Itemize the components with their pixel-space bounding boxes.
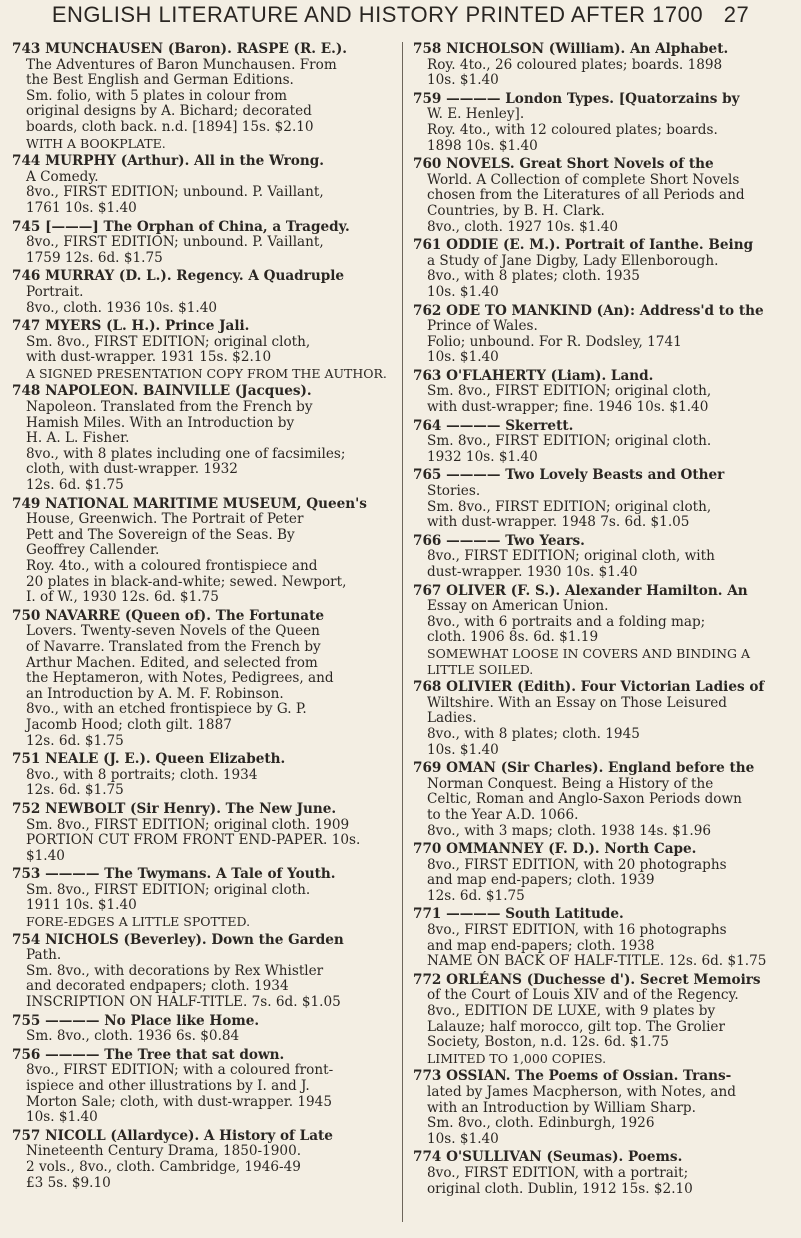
entry-line: 1759 12s. 6d. $1.75	[26, 249, 163, 266]
entry-line: original cloth. Dublin, 1912 15s. $2.10	[427, 1180, 693, 1197]
entry-line: Countries, by B. H. Clark.	[427, 202, 605, 219]
entry-line: £3 5s. $9.10	[26, 1174, 111, 1191]
entry-heading: 763 O'FLAHERTY (Liam). Land.	[413, 367, 654, 384]
entry-line: 10s. $1.40	[427, 349, 499, 366]
entry-heading: 772 ORLÉANS (Duchesse d'). Secret Memoirs	[413, 971, 761, 988]
entry-line: original designs by A. Bichard; decorated	[26, 103, 312, 120]
entry-line: 20 plates in black-and-white; sewed. Newport,	[26, 573, 347, 590]
entry-heading: 767 OLIVER (F. S.). Alexander Hamilton. An	[413, 582, 748, 599]
catalogue-entry	[413, 1150, 788, 1197]
entry-line: 12s. 6d. $1.75	[26, 782, 124, 799]
entry-line: Hamish Miles. With an Introduction by	[26, 414, 295, 431]
catalogue-entry	[12, 752, 387, 799]
entry-line: World. A Collection of complete Short Novels	[427, 171, 740, 188]
entry-line: 1932 10s. $1.40	[427, 448, 538, 465]
entry-line: ispiece and other illustrations by I. and J.	[26, 1078, 310, 1094]
entry-line: Sm. 8vo., cloth. Edinburgh, 1926	[427, 1115, 655, 1132]
catalogue-entry	[12, 609, 387, 749]
entry-line: Sm. 8vo., FIRST EDITION; original cloth.	[26, 881, 311, 898]
catalogue-entry	[413, 304, 788, 366]
entry-line: a Study of Jane Digby, Lady Ellenborough.	[427, 252, 719, 269]
catalogue-entry	[413, 238, 788, 300]
entry-line: 8vo., cloth. 1927 10s. $1.40	[427, 218, 618, 235]
entry-line: Wiltshire. With an Essay on Those Leisured	[427, 694, 727, 711]
entry-line: 2 vols., 8vo., cloth. Cambridge, 1946-49	[26, 1158, 301, 1175]
catalogue-entry	[413, 907, 788, 969]
catalogue-entry	[12, 319, 387, 381]
catalogue-entry	[12, 802, 387, 864]
catalogue-entry	[12, 1129, 387, 1191]
catalogue-entry	[12, 867, 387, 929]
entry-line: Nineteenth Century Drama, 1850-1900.	[26, 1143, 302, 1160]
entry-line: 8vo., with 8 plates; cloth. 1935	[427, 268, 640, 285]
entry-line: Arthur Machen. Edited, and selected from	[26, 654, 318, 671]
entry-line: Pett and The Sovereign of the Seas. By	[26, 526, 295, 543]
entry-heading: 743 MUNCHAUSEN (Baron). RASPE (R. E.).	[12, 41, 348, 57]
entry-line: 8vo., cloth. 1936 10s. $1.40	[26, 299, 217, 316]
entry-heading: 761 ODDIE (E. M.). Portrait of Ianthe. Being	[413, 237, 754, 254]
entry-heading: 766 ———— Two Years.	[413, 532, 585, 549]
entry-line: INSCRIPTION ON HALF-TITLE. 7s. 6d. $1.05	[26, 994, 341, 1011]
entry-line: and map end-papers; cloth. 1938	[427, 937, 655, 954]
entry-heading: 770 OMMANNEY (F. D.). North Cape.	[413, 841, 697, 858]
entry-heading: 758 NICHOLSON (William). An Alphabet.	[413, 41, 729, 57]
running-title: ENGLISH LITERATURE AND HISTORY PRINTED AFTER 1700	[51, 2, 704, 27]
catalogue-entry	[413, 157, 788, 235]
entry-line: W. E. Henley].	[427, 106, 525, 123]
entry-line: 1911 10s. $1.40	[26, 897, 137, 914]
entry-line: 8vo., EDITION DE LUXE, with 9 plates by	[427, 1003, 716, 1020]
entry-heading: 756 ———— The Tree that sat down.	[12, 1046, 285, 1063]
entry-line: Sm. folio, with 5 plates in colour from	[26, 87, 287, 104]
entry-heading: 759 ———— London Types. [Quatorzains by	[413, 90, 740, 107]
entry-line: Norman Conquest. Being a History of the	[427, 775, 714, 792]
entry-line: Lovers. Twenty-seven Novels of the Queen	[26, 623, 320, 640]
entry-line: A Comedy.	[26, 168, 99, 185]
entry-heading: 748 NAPOLEON. BAINVILLE (Jacques).	[12, 383, 312, 400]
entry-line: Sm. 8vo., FIRST EDITION; original cloth,	[427, 383, 712, 400]
entry-line: 10s. $1.40	[26, 1109, 98, 1126]
entry-line: Essay on American Union.	[427, 598, 609, 615]
entry-heading: 751 NEALE (J. E.). Queen Elizabeth.	[12, 751, 286, 768]
entry-heading: 749 NATIONAL MARITIME MUSEUM, Queen's	[12, 495, 367, 512]
entry-line: 10s. $1.40	[427, 1130, 499, 1147]
entry-line: 8vo., FIRST EDITION; original cloth, with	[427, 548, 715, 565]
catalogue-entry	[413, 1069, 788, 1147]
entry-line: dust-wrapper. 1930 10s. $1.40	[427, 564, 638, 580]
entry-line: 8vo., with an etched frontispiece by G. P.	[26, 701, 307, 718]
entry-line: Portrait.	[26, 283, 84, 300]
catalogue-entry	[12, 497, 387, 606]
catalogue-entry	[12, 154, 387, 216]
entry-line: to the Year A.D. 1066.	[427, 806, 579, 823]
entry-line: 12s. 6d. $1.75	[427, 887, 525, 904]
entry-line: 8vo., FIRST EDITION, with 16 photographs	[427, 922, 727, 939]
entry-line: 8vo., FIRST EDITION, with a portrait;	[427, 1164, 689, 1181]
entry-line: 8vo., FIRST EDITION; unbound. P. Vaillant,	[26, 184, 324, 201]
entry-line: The Adventures of Baron Munchausen. From	[26, 56, 337, 73]
catalogue-entry	[413, 534, 788, 581]
right-column	[413, 42, 788, 1200]
entry-heading: 754 NICHOLS (Beverley). Down the Garden	[12, 931, 344, 948]
entry-line: NAME ON BACK OF HALF-TITLE. 12s. 6d. $1.75	[427, 953, 767, 970]
entry-line: 1761 10s. $1.40	[26, 199, 137, 216]
entry-line: Jacomb Hood; cloth gilt. 1887	[26, 716, 232, 733]
entry-line: Sm. 8vo., with decorations by Rex Whistler	[26, 962, 324, 979]
entry-heading: 755 ———— No Place like Home.	[12, 1012, 260, 1029]
entry-line: with dust-wrapper. 1948 7s. 6d. $1.05	[427, 514, 690, 531]
entry-line: Sm. 8vo., FIRST EDITION; original cloth,	[26, 333, 311, 350]
entry-line: 8vo., FIRST EDITION; unbound. P. Vaillant,	[26, 234, 324, 251]
catalogue-entry	[413, 468, 788, 530]
entry-line: Sm. 8vo., FIRST EDITION; original cloth. 1909	[26, 816, 350, 833]
entry-heading: 750 NAVARRE (Queen of). The Fortunate	[12, 607, 324, 624]
catalogue-entry	[413, 42, 788, 89]
catalogue-entry	[12, 1014, 387, 1045]
entry-heading: 745 [———] The Orphan of China, a Tragedy.	[12, 218, 350, 235]
entry-line: 8vo., with 8 plates including one of facsimiles;	[26, 445, 346, 462]
entry-line: Sm. 8vo., FIRST EDITION; original cloth,	[427, 498, 712, 515]
entry-line: LIMITED TO 1,000 COPIES.	[427, 1050, 607, 1066]
entry-line: cloth. 1906 8s. 6d. $1.19	[427, 629, 599, 646]
catalogue-entry	[12, 269, 387, 316]
entry-line: with an Introduction by William Sharp.	[427, 1099, 696, 1116]
entry-heading: 744 MURPHY (Arthur). All in the Wrong.	[12, 153, 324, 170]
entry-line: lated by James Macpherson, with Notes, and	[427, 1084, 736, 1100]
entry-line: 8vo., with 3 maps; cloth. 1938 14s. $1.96	[427, 822, 712, 839]
entry-line: H. A. L. Fisher.	[26, 430, 130, 447]
catalogue-entry	[413, 369, 788, 416]
entry-line: the Heptameron, with Notes, Pedigrees, and	[26, 670, 334, 687]
entry-line: Roy. 4to., with a coloured frontispiece and	[26, 558, 318, 574]
page-header	[0, 2, 801, 36]
catalogue-entry	[12, 42, 387, 151]
entry-line: I. of W., 1930 12s. 6d. $1.75	[26, 589, 219, 606]
entry-line: 8vo., FIRST EDITION; with a coloured front-	[26, 1062, 334, 1079]
entry-line: House, Greenwich. The Portrait of Peter	[26, 511, 304, 528]
entry-line: 10s. $1.40	[427, 741, 499, 758]
entry-line: WITH A BOOKPLATE.	[26, 135, 166, 151]
entry-line: with dust-wrapper. 1931 15s. $2.10	[26, 349, 272, 366]
catalogue-entry	[12, 933, 387, 1011]
page-number: 27	[723, 2, 750, 27]
catalogue-entry	[413, 973, 788, 1067]
entry-heading: 765 ———— Two Lovely Beasts and Other	[413, 467, 725, 484]
entry-heading: 769 OMAN (Sir Charles). England before the	[413, 760, 755, 777]
entry-line: SOMEWHAT LOOSE IN COVERS AND BINDING A LITTLE SOILED.	[427, 645, 755, 677]
entry-line: Morton Sale; cloth, with dust-wrapper. 1945	[26, 1093, 332, 1110]
entry-line: and map end-papers; cloth. 1939	[427, 872, 655, 889]
catalogue-entry	[12, 384, 387, 493]
catalogue-entry	[413, 92, 788, 154]
catalogue-entry	[12, 220, 387, 267]
entry-heading: 774 O'SULLIVAN (Seumas). Poems.	[413, 1149, 683, 1166]
entry-line: 8vo., FIRST EDITION, with 20 photographs	[427, 856, 727, 873]
entry-line: of the Court of Louis XIV and of the Regency.	[427, 987, 739, 1004]
entry-line: boards, cloth back. n.d. [1894] 15s. $2.10	[26, 118, 314, 135]
catalogue-entry	[12, 1048, 387, 1126]
entry-line: Stories.	[427, 483, 481, 500]
entry-line: the Best English and German Editions.	[26, 72, 294, 89]
entry-line: Ladies.	[427, 710, 477, 727]
entry-line: 8vo., with 8 portraits; cloth. 1934	[26, 766, 258, 783]
catalogue-entry	[413, 419, 788, 466]
entry-line: Sm. 8vo., FIRST EDITION; original cloth.	[427, 433, 712, 450]
entry-heading: 762 ODE TO MANKIND (An): Address'd to the	[413, 302, 764, 319]
entry-line: Roy. 4to., with 12 coloured plates; boards.	[427, 121, 718, 138]
entry-line: with dust-wrapper; fine. 1946 10s. $1.40	[427, 399, 709, 416]
entry-line: Lalauze; half morocco, gilt top. The Grolier	[427, 1018, 725, 1035]
entry-line: Prince of Wales.	[427, 318, 538, 335]
entry-line: Path.	[26, 947, 62, 964]
entry-line: 12s. 6d. $1.75	[26, 477, 124, 494]
catalogue-entry	[413, 842, 788, 904]
entry-line: Society, Boston, n.d. 12s. 6d. $1.75	[427, 1034, 669, 1051]
entry-line: 10s. $1.40	[427, 283, 499, 300]
entry-line: 12s. 6d. $1.75	[26, 732, 124, 749]
entry-line: 8vo., with 8 plates; cloth. 1945	[427, 725, 640, 742]
column-divider	[402, 42, 403, 1222]
entry-line: chosen from the Literatures of all Periods and	[427, 187, 745, 204]
entry-line: Sm. 8vo., cloth. 1936 6s. $0.84	[26, 1028, 240, 1045]
entry-line: PORTION CUT FROM FRONT END-PAPER. 10s. $1.40	[26, 832, 365, 864]
entry-line: an Introduction by A. M. F. Robinson.	[26, 685, 284, 702]
entry-line: A SIGNED PRESENTATION COPY FROM THE AUTHOR.	[26, 365, 387, 381]
catalogue-entry	[413, 680, 788, 758]
entry-line: Celtic, Roman and Anglo-Saxon Periods down	[427, 791, 742, 808]
entry-line: and decorated endpapers; cloth. 1934	[26, 978, 289, 995]
entry-line: cloth, with dust-wrapper. 1932	[26, 461, 238, 478]
entry-line: Roy. 4to., 26 coloured plates; boards. 1898	[427, 56, 723, 73]
entry-heading: 773 OSSIAN. The Poems of Ossian. Trans-	[413, 1068, 732, 1085]
entry-heading: 757 NICOLL (Allardyce). A History of Late	[12, 1127, 333, 1144]
entry-heading: 760 NOVELS. Great Short Novels of the	[413, 156, 714, 173]
entry-heading: 752 NEWBOLT (Sir Henry). The New June.	[12, 800, 337, 817]
catalogue-entry	[413, 584, 788, 678]
entry-line: 1898 10s. $1.40	[427, 137, 538, 154]
entry-heading: 746 MURRAY (D. L.). Regency. A Quadruple	[12, 268, 345, 285]
catalogue-entry	[413, 761, 788, 839]
entry-heading: 747 MYERS (L. H.). Prince Jali.	[12, 318, 250, 335]
left-column	[12, 42, 387, 1194]
entry-line: Geoffrey Callender.	[26, 542, 160, 559]
entry-heading: 768 OLIVIER (Edith). Four Victorian Ladies of	[413, 679, 765, 696]
entry-heading: 753 ———— The Twymans. A Tale of Youth.	[12, 866, 336, 883]
entry-line: of Navarre. Translated from the French by	[26, 638, 321, 655]
entry-heading: 764 ———— Skerrett.	[413, 417, 574, 434]
entry-line: FORE-EDGES A LITTLE SPOTTED.	[26, 914, 251, 930]
entry-line: 8vo., with 6 portraits and a folding map;	[427, 613, 706, 630]
entry-line: Napoleon. Translated from the French by	[26, 399, 313, 416]
entry-line: 10s. $1.40	[427, 72, 499, 89]
entry-heading: 771 ———— South Latitude.	[413, 906, 624, 923]
entry-line: Folio; unbound. For R. Dodsley, 1741	[427, 333, 682, 350]
